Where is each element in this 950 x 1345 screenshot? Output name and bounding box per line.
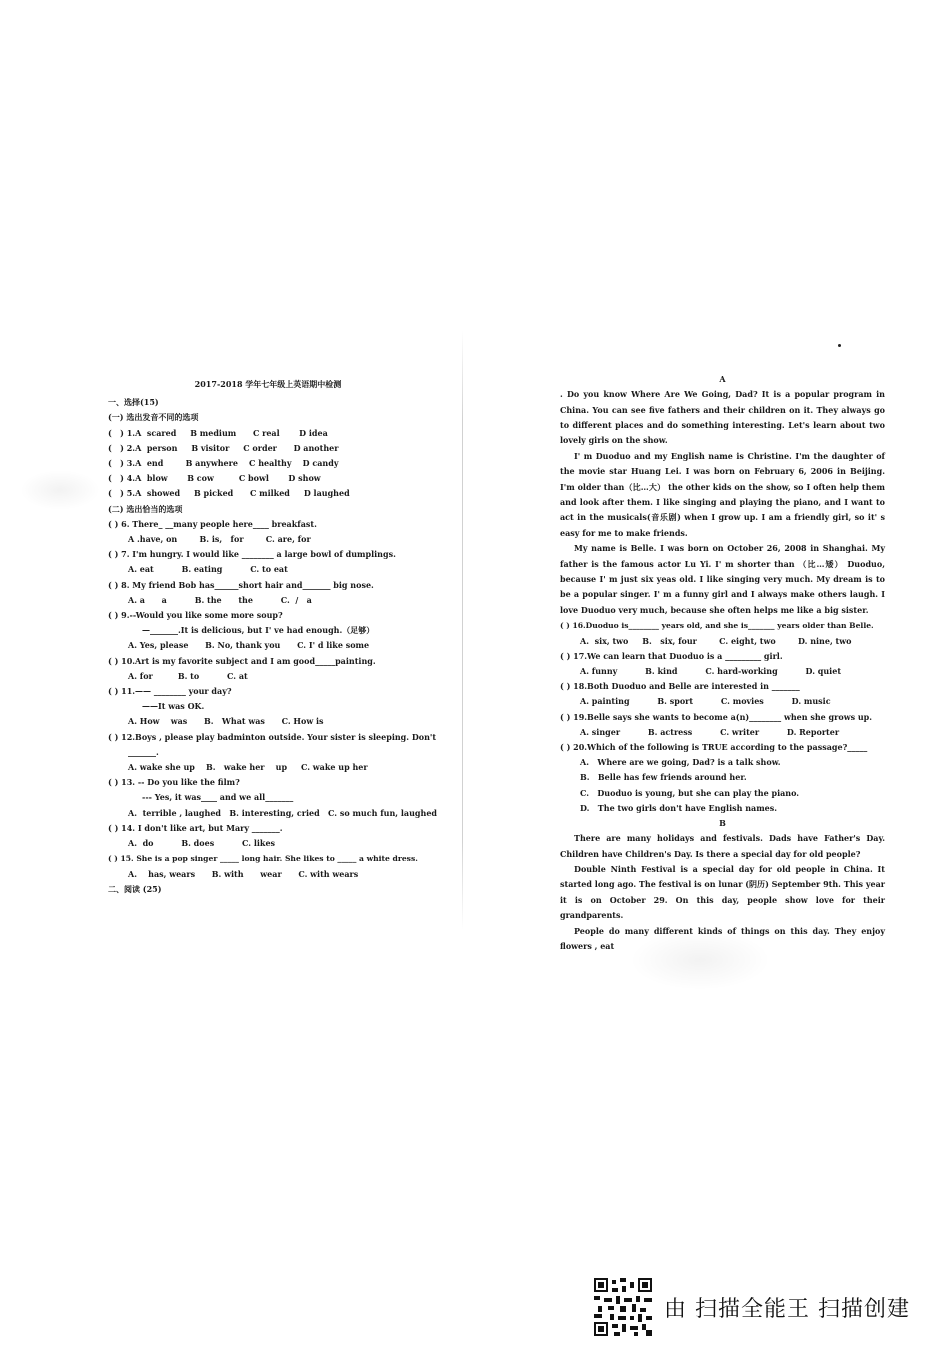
- speck-mark: [838, 344, 841, 347]
- question-options: A .have, on B. is, for C. are, for: [128, 534, 311, 545]
- passage-b-letter: B: [719, 817, 726, 828]
- paragraph-text: . Do you know Where Are We Going, Dad? It is a popular program in China. You can see five fathers and their children on it. They always go to different places and do something interesting. Let's learn about two lovely girls on the show.: [560, 389, 885, 446]
- question-options: A. funny B. kind C. hard-working D. quiet: [580, 665, 842, 676]
- phonetics-item: ( ) 4.A blow B cow C bowl D show: [108, 473, 321, 484]
- question-sub: --- Yes, it was____ and we all_______: [142, 792, 294, 803]
- question-stem: ( ) 7. I'm hungry. I would like ________ a large bowl of dumplings.: [108, 549, 396, 560]
- question-options: A. has, wears B. with wear C. with wears: [128, 868, 359, 879]
- phonetics-list: [108, 426, 428, 502]
- question-options: A. Yes, please B. No, thank you C. I' d like some: [128, 640, 370, 651]
- question-option: C. Duoduo is young, but she can play the piano.: [580, 787, 800, 798]
- qr-code-icon: [594, 1278, 652, 1336]
- question-stem: ( ) 11.—— ________ your day?: [108, 686, 232, 697]
- question-options: A. How was B. What was C. How is: [128, 716, 324, 727]
- exam-title: 2017-2018 学年七年级上英语期中检测: [194, 379, 342, 389]
- question-stem: ( ) 13. -- Do you like the film?: [108, 777, 240, 788]
- question-option: D. The two girls don't have English names.: [580, 802, 778, 813]
- question-stem: ( ) 20.Which of the following is TRUE according to the passage?_____: [560, 741, 868, 752]
- paragraph-text: My name is Belle. I was born on October 26, 2008 in Shanghai. My father is the famous actor Lu Yi. I' m shorter than （比…矮） Duoduo, because I' m just six yeas old. I like singing very much. My dream is to be a popular singer. I' m a funny girl and I always make others laugh. I love Duoduo very much, because she often helps me like a big sister.: [560, 543, 885, 615]
- scanner-watermark: [594, 1278, 930, 1336]
- question-stem: ( ) 9.--Would you like some more soup?: [108, 610, 283, 621]
- passage-a-paragraph: [560, 449, 885, 541]
- question-stem: ( ) 6. There_ __many people here____ breakfast.: [108, 518, 317, 529]
- paragraph-text: I' m Duoduo and my English name is Christine. I'm the daughter of the movie star Huang Lei. I was born on February 6, 2006 in Beijing. I'm older than（比…大） the other kids on the show, so I often help them and look after them. I like singing and playing the piano, and I want to act in the musicals(音乐剧) when I grow up. I am a friendly girl, so it' s easy for me to make friends.: [560, 450, 885, 538]
- question-list: [108, 517, 437, 882]
- passage-b-paragraph: [560, 831, 885, 862]
- question-option: A. Where are we going, Dad? is a talk show.: [580, 757, 781, 768]
- question-option: B. Belle has few friends around her.: [580, 772, 747, 783]
- question-stem: ( ) 15. She is a pop singer _____ long hair. She likes to _____ a white dress.: [108, 854, 418, 864]
- question-stem: ( ) 18.Both Duoduo and Belle are interested in _______: [560, 681, 800, 692]
- paragraph-text: Double Ninth Festival is a special day for old people in China. It started long ago. The festival is on lunar (阴历) September 9th. This year it is on October 29. On this day, people show love for their grandparents.: [560, 863, 885, 921]
- passage-b-paragraph: [560, 924, 885, 955]
- question-stem: ( ) 12.Boys , please play badminton outside. Your sister is sleeping. Don't: [108, 731, 437, 742]
- question-options: A. painting B. sport C. movies D. music: [580, 696, 831, 707]
- page-fold-divider: [462, 330, 463, 930]
- phonetics-item: ( ) 2.A person B visitor C order D another: [108, 442, 339, 453]
- question-stem: ( ) 14. I don't like art, but Mary _______.: [108, 822, 283, 833]
- paragraph-text: People do many different kinds of things on this day. They enjoy flowers , eat: [560, 925, 885, 951]
- question-stem: ( ) 8. My friend Bob has______short hair and_______ big nose.: [108, 579, 374, 590]
- question-stem: ( ) 16.Duoduo is________ years old, and she is_______ years older than Belle.: [560, 621, 874, 631]
- section-one-heading: 一、选择(15): [108, 397, 159, 408]
- question-stem: ( ) 10.Art is my favorite subject and I am good_____painting.: [108, 655, 376, 666]
- question-sub: _______.: [128, 746, 159, 757]
- question-options: A. six, two B. six, four C. eight, two D. nine, two: [580, 635, 852, 646]
- passage-a-letter: A: [719, 374, 726, 384]
- choice-instruction: (二) 选出恰当的选项: [108, 503, 183, 514]
- question-options: A. eat B. eating C. to eat: [128, 564, 288, 575]
- passage-a-paragraph: [560, 541, 885, 618]
- phonetics-item: ( ) 3.A end B anywhere C healthy D candy: [108, 458, 339, 469]
- phonetics-instruction: (一) 选出发音不同的选项: [108, 412, 199, 423]
- question-sub: ——It was OK.: [142, 701, 205, 712]
- left-page: [108, 377, 437, 897]
- question-stem: ( ) 17.We can learn that Duoduo is a _________ girl.: [560, 650, 783, 661]
- phonetics-item: ( ) 5.A showed B picked C milked D laughed: [108, 488, 350, 499]
- question-options: A. for B. to C. at: [128, 670, 248, 681]
- question-options: A. terrible , laughed B. interesting, cried C. so much fun, laughed: [128, 807, 437, 818]
- question-sub: —_______.It is delicious, but I' ve had enough.（足够）: [142, 625, 375, 636]
- question-options: A. wake she up B. wake her up C. wake up her: [128, 762, 368, 773]
- watermark-text: 由 扫描全能王 扫描创建: [664, 1296, 910, 1322]
- passage-b-paragraph: [560, 862, 885, 924]
- question-options: A. do B. does C. likes: [128, 838, 276, 849]
- passage-a-paragraph: [560, 387, 885, 449]
- phonetics-item: ( ) 1.A scared B medium C real D idea: [108, 427, 328, 438]
- question-options: A. singer B. actress C. writer D. Reporter: [580, 726, 840, 737]
- reading-question-list: [560, 618, 885, 816]
- question-stem: ( ) 19.Belle says she wants to become a(n)________ when she grows up.: [560, 711, 873, 722]
- paragraph-text: There are many holidays and festivals. Dads have Father's Day. Children have Children's Day. Is there a special day for old people?: [560, 833, 885, 859]
- question-options: A. a a B. the the C. / a: [128, 594, 312, 605]
- right-page: [560, 372, 885, 954]
- section-two-heading: 二、阅读 (25): [108, 883, 162, 894]
